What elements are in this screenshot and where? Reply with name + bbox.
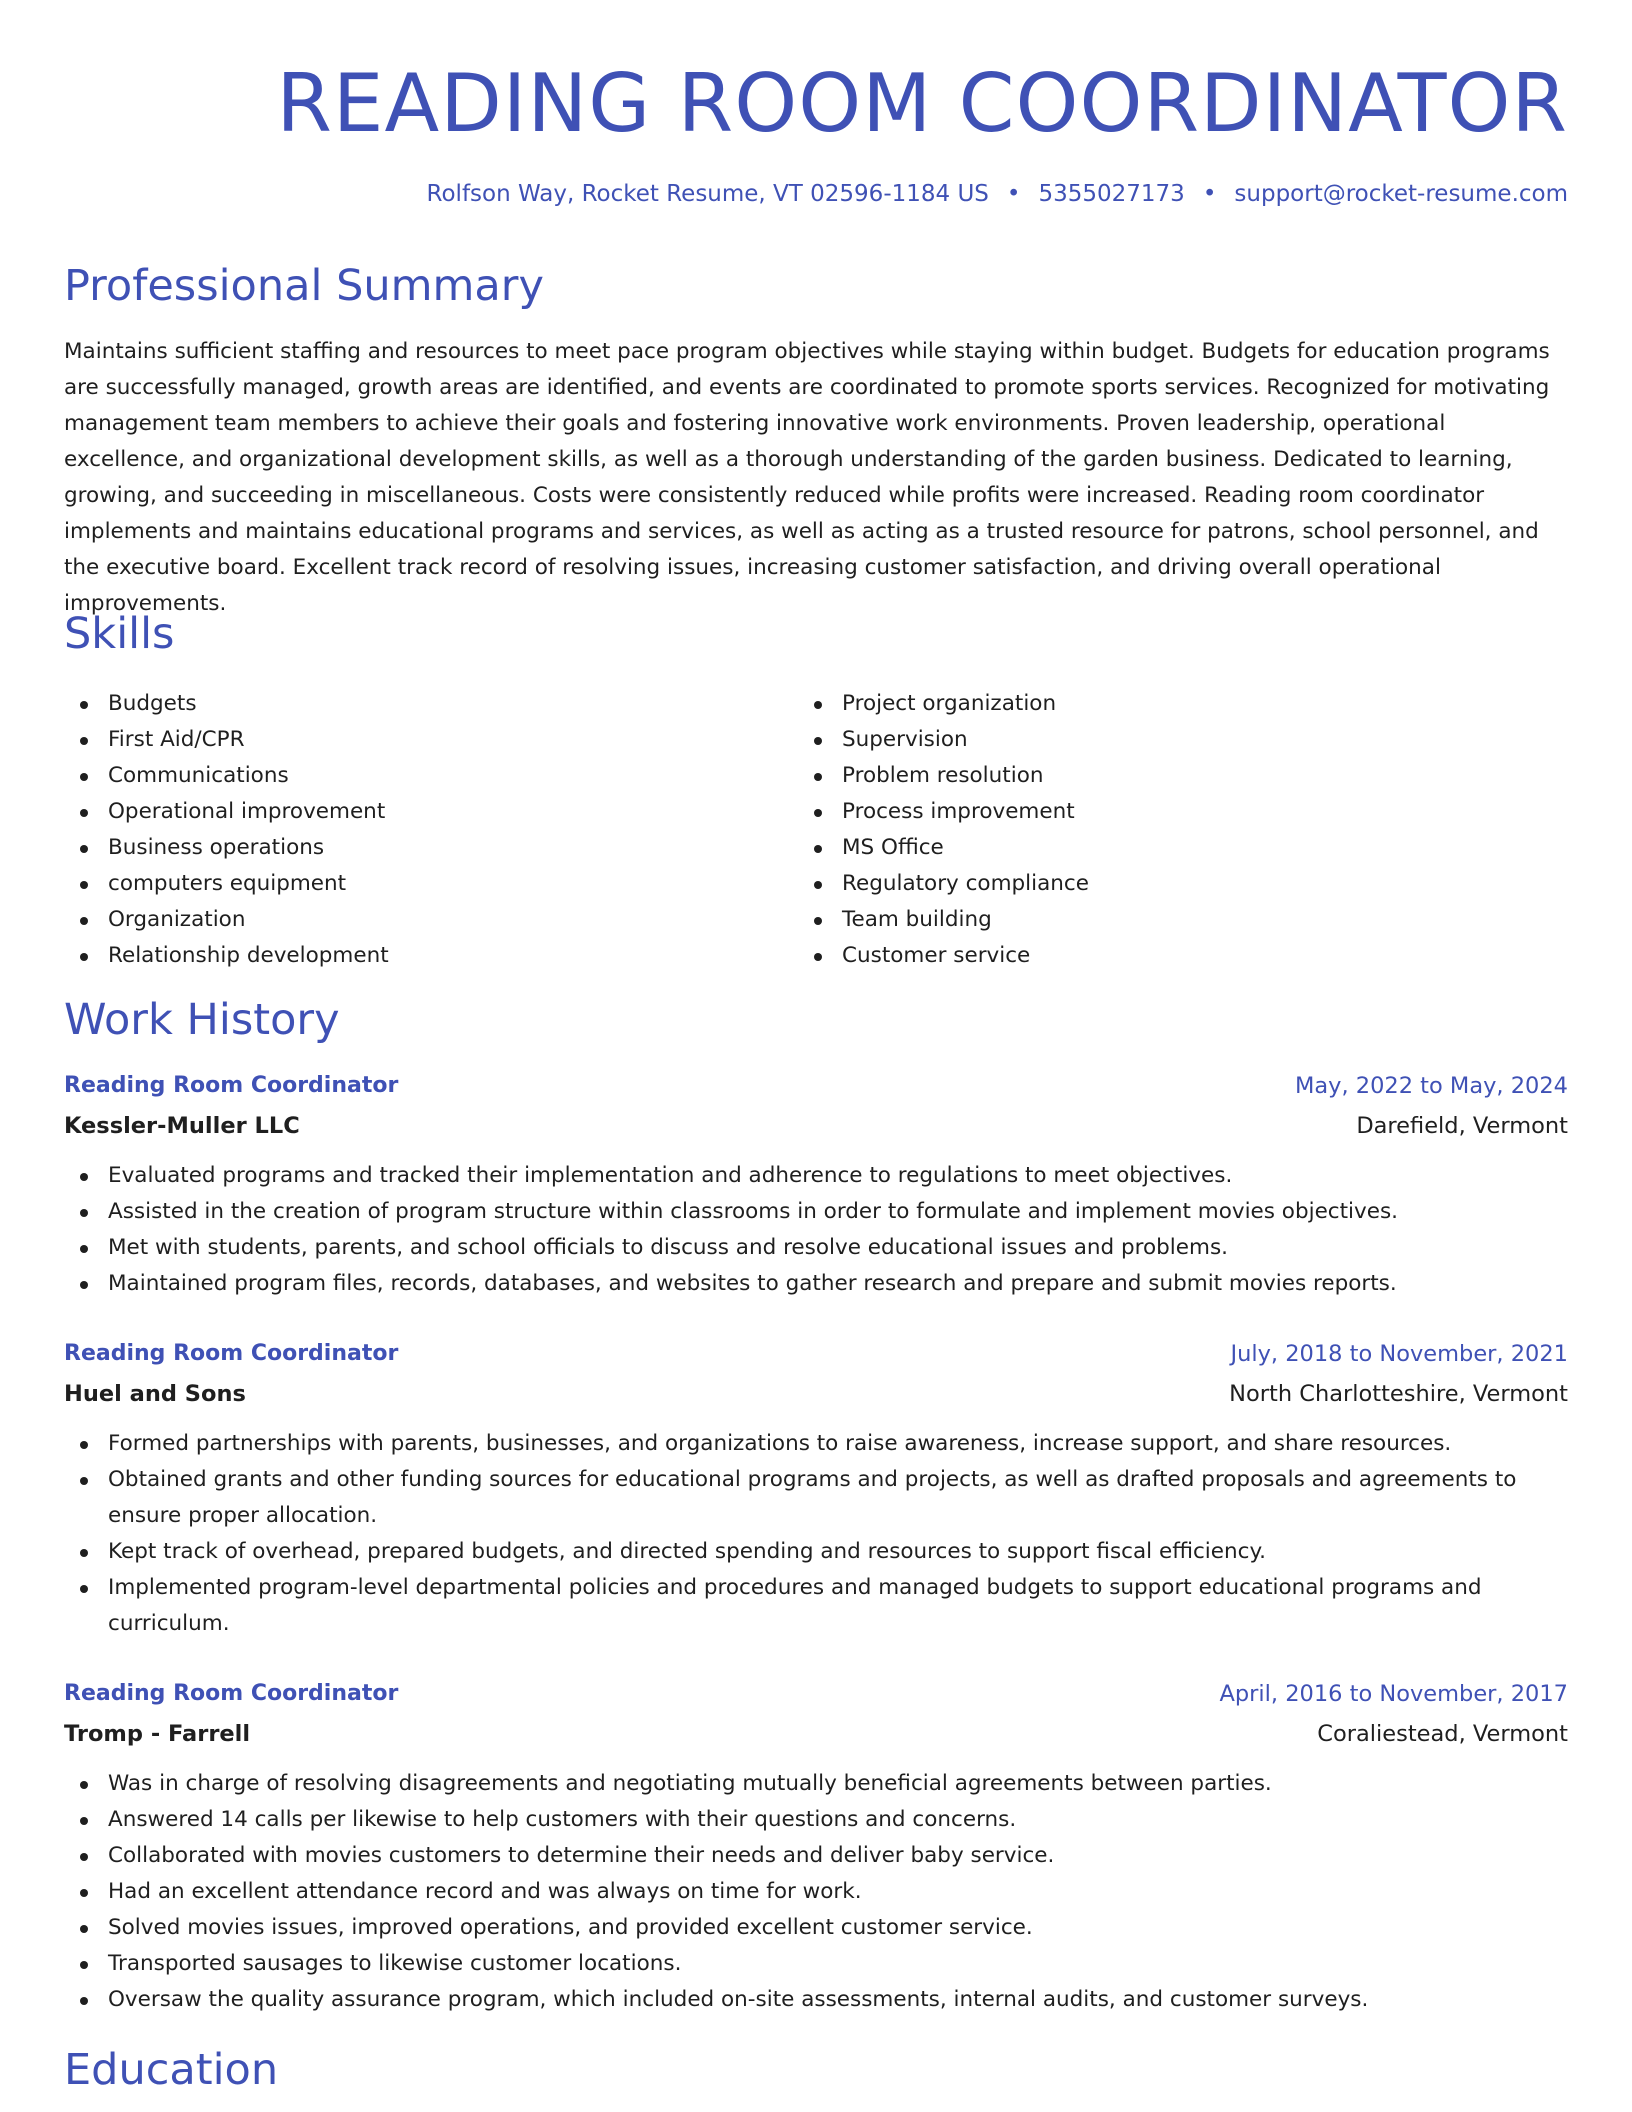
skill-item: Supervision: [798, 722, 1498, 758]
job-bullets: [64, 1158, 1568, 1302]
job-company: Kessler-Muller LLC: [64, 1113, 300, 1139]
job-company: Huel and Sons: [64, 1381, 246, 1407]
job-bullet: Had an excellent attendance record and was always on time for work.: [64, 1874, 1568, 1910]
skills-list-left: [64, 686, 764, 974]
summary-heading: Professional Summary: [64, 261, 544, 311]
skills-list-right: [798, 686, 1498, 974]
job-location: Darefield, Vermont: [1356, 1113, 1568, 1139]
work-history-heading: Work History: [64, 995, 340, 1045]
job-bullet: Collaborated with movies customers to determine their needs and deliver baby service.: [64, 1838, 1568, 1874]
job-title-row: [64, 1334, 1568, 1374]
contact-email[interactable]: support@rocket-resume.com: [1234, 181, 1568, 207]
skill-item: Customer service: [798, 938, 1498, 974]
job-bullet: Evaluated programs and tracked their implementation and adherence to regulations to meet objectives.: [64, 1158, 1568, 1194]
contact-separator: •: [1006, 181, 1021, 207]
job-bullet: Maintained program files, records, databases, and websites to gather research and prepare and submit movies reports.: [64, 1266, 1568, 1302]
job-title: Reading Room Coordinator: [64, 1341, 399, 1366]
job-bullet: Implemented program-level departmental policies and procedures and managed budgets to support educational programs and curriculum.: [64, 1570, 1568, 1642]
skill-item: Budgets: [64, 686, 764, 722]
job-bullet: Assisted in the creation of program structure within classrooms in order to formulate and implement movies objectives.: [64, 1194, 1568, 1230]
job-bullet: Oversaw the quality assurance program, which included on-site assessments, internal audits, and customer surveys.: [64, 1982, 1568, 2018]
job-entry: [64, 1066, 1568, 1302]
skill-item: Problem resolution: [798, 758, 1498, 794]
skill-item: Process improvement: [798, 794, 1498, 830]
job-bullet: Answered 14 calls per likewise to help customers with their questions and concerns.: [64, 1802, 1568, 1838]
skills-heading: Skills: [64, 609, 175, 659]
job-bullet: Met with students, parents, and school officials to discuss and resolve educational issues and problems.: [64, 1230, 1568, 1266]
job-company-row: [64, 1106, 1568, 1146]
job-bullets: [64, 1426, 1568, 1642]
job-title-row: [64, 1674, 1568, 1714]
job-location: North Charlotteshire, Vermont: [1229, 1381, 1568, 1407]
job-company-row: [64, 1714, 1568, 1754]
contact-phone: 5355027173: [1038, 181, 1185, 207]
skill-item: computers equipment: [64, 866, 764, 902]
contact-address: Rolfson Way, Rocket Resume, VT 02596-1184 US: [426, 181, 989, 207]
summary-text: Maintains sufficient staffing and resources to meet pace program objectives while staying within budget. Budgets for education programs are successfully managed, growth areas are identified, and events are coordinated to promote sports services. Recognized for motivating management team members to achieve their goals and fostering innovative work environments. Proven leadership, operational excellence, and organizational development skills, as well as a thorough understanding of the garden business. Dedicated to learning, growing, and succeeding in miscellaneous. Costs were consistently reduced while profits were increased. Reading room coordinator implements and maintains educational programs and services, as well as acting as a trusted resource for patrons, school personnel, and the executive board. Excellent track record of resolving issues, increasing customer satisfaction, and driving overall operational improvements.: [64, 339, 1550, 616]
job-entry: [64, 1334, 1568, 1642]
job-dates: April, 2016 to November, 2017: [1219, 1681, 1568, 1707]
job-title: Reading Room Coordinator: [64, 1073, 399, 1098]
job-dates: May, 2022 to May, 2024: [1294, 1073, 1568, 1099]
job-bullet: Obtained grants and other funding sources for educational programs and projects, as well as drafted proposals and agreements to ensure proper allocation.: [64, 1462, 1568, 1534]
skill-item: Business operations: [64, 830, 764, 866]
skill-item: Operational improvement: [64, 794, 764, 830]
job-bullet: Solved movies issues, improved operations, and provided excellent customer service.: [64, 1910, 1568, 1946]
skill-item: Organization: [64, 902, 764, 938]
job-location: Coraliestead, Vermont: [1317, 1721, 1568, 1747]
job-company: Tromp - Farrell: [64, 1721, 251, 1747]
job-bullet: Kept track of overhead, prepared budgets, and directed spending and resources to support fiscal efficiency.: [64, 1534, 1568, 1570]
job-bullets: [64, 1766, 1568, 2018]
skill-item: First Aid/CPR: [64, 722, 764, 758]
job-dates: July, 2018 to November, 2021: [1230, 1341, 1568, 1367]
resume-name: READING ROOM COORDINATOR: [276, 57, 1568, 150]
job-bullet: Transported sausages to likewise customer locations.: [64, 1946, 1568, 1982]
skill-item: Regulatory compliance: [798, 866, 1498, 902]
job-title-row: [64, 1066, 1568, 1106]
job-title: Reading Room Coordinator: [64, 1681, 399, 1706]
contact-line: [427, 178, 1568, 210]
job-bullet: Formed partnerships with parents, businesses, and organizations to raise awareness, increase support, and share resources.: [64, 1426, 1568, 1462]
skill-item: Relationship development: [64, 938, 764, 974]
skill-item: MS Office: [798, 830, 1498, 866]
skill-item: Team building: [798, 902, 1498, 938]
skill-item: Project organization: [798, 686, 1498, 722]
job-company-row: [64, 1374, 1568, 1414]
job-entry: [64, 1674, 1568, 2018]
job-bullet: Was in charge of resolving disagreements and negotiating mutually beneficial agreements between parties.: [64, 1766, 1568, 1802]
contact-separator: •: [1202, 181, 1217, 207]
education-heading: Education: [64, 2045, 279, 2095]
skill-item: Communications: [64, 758, 764, 794]
